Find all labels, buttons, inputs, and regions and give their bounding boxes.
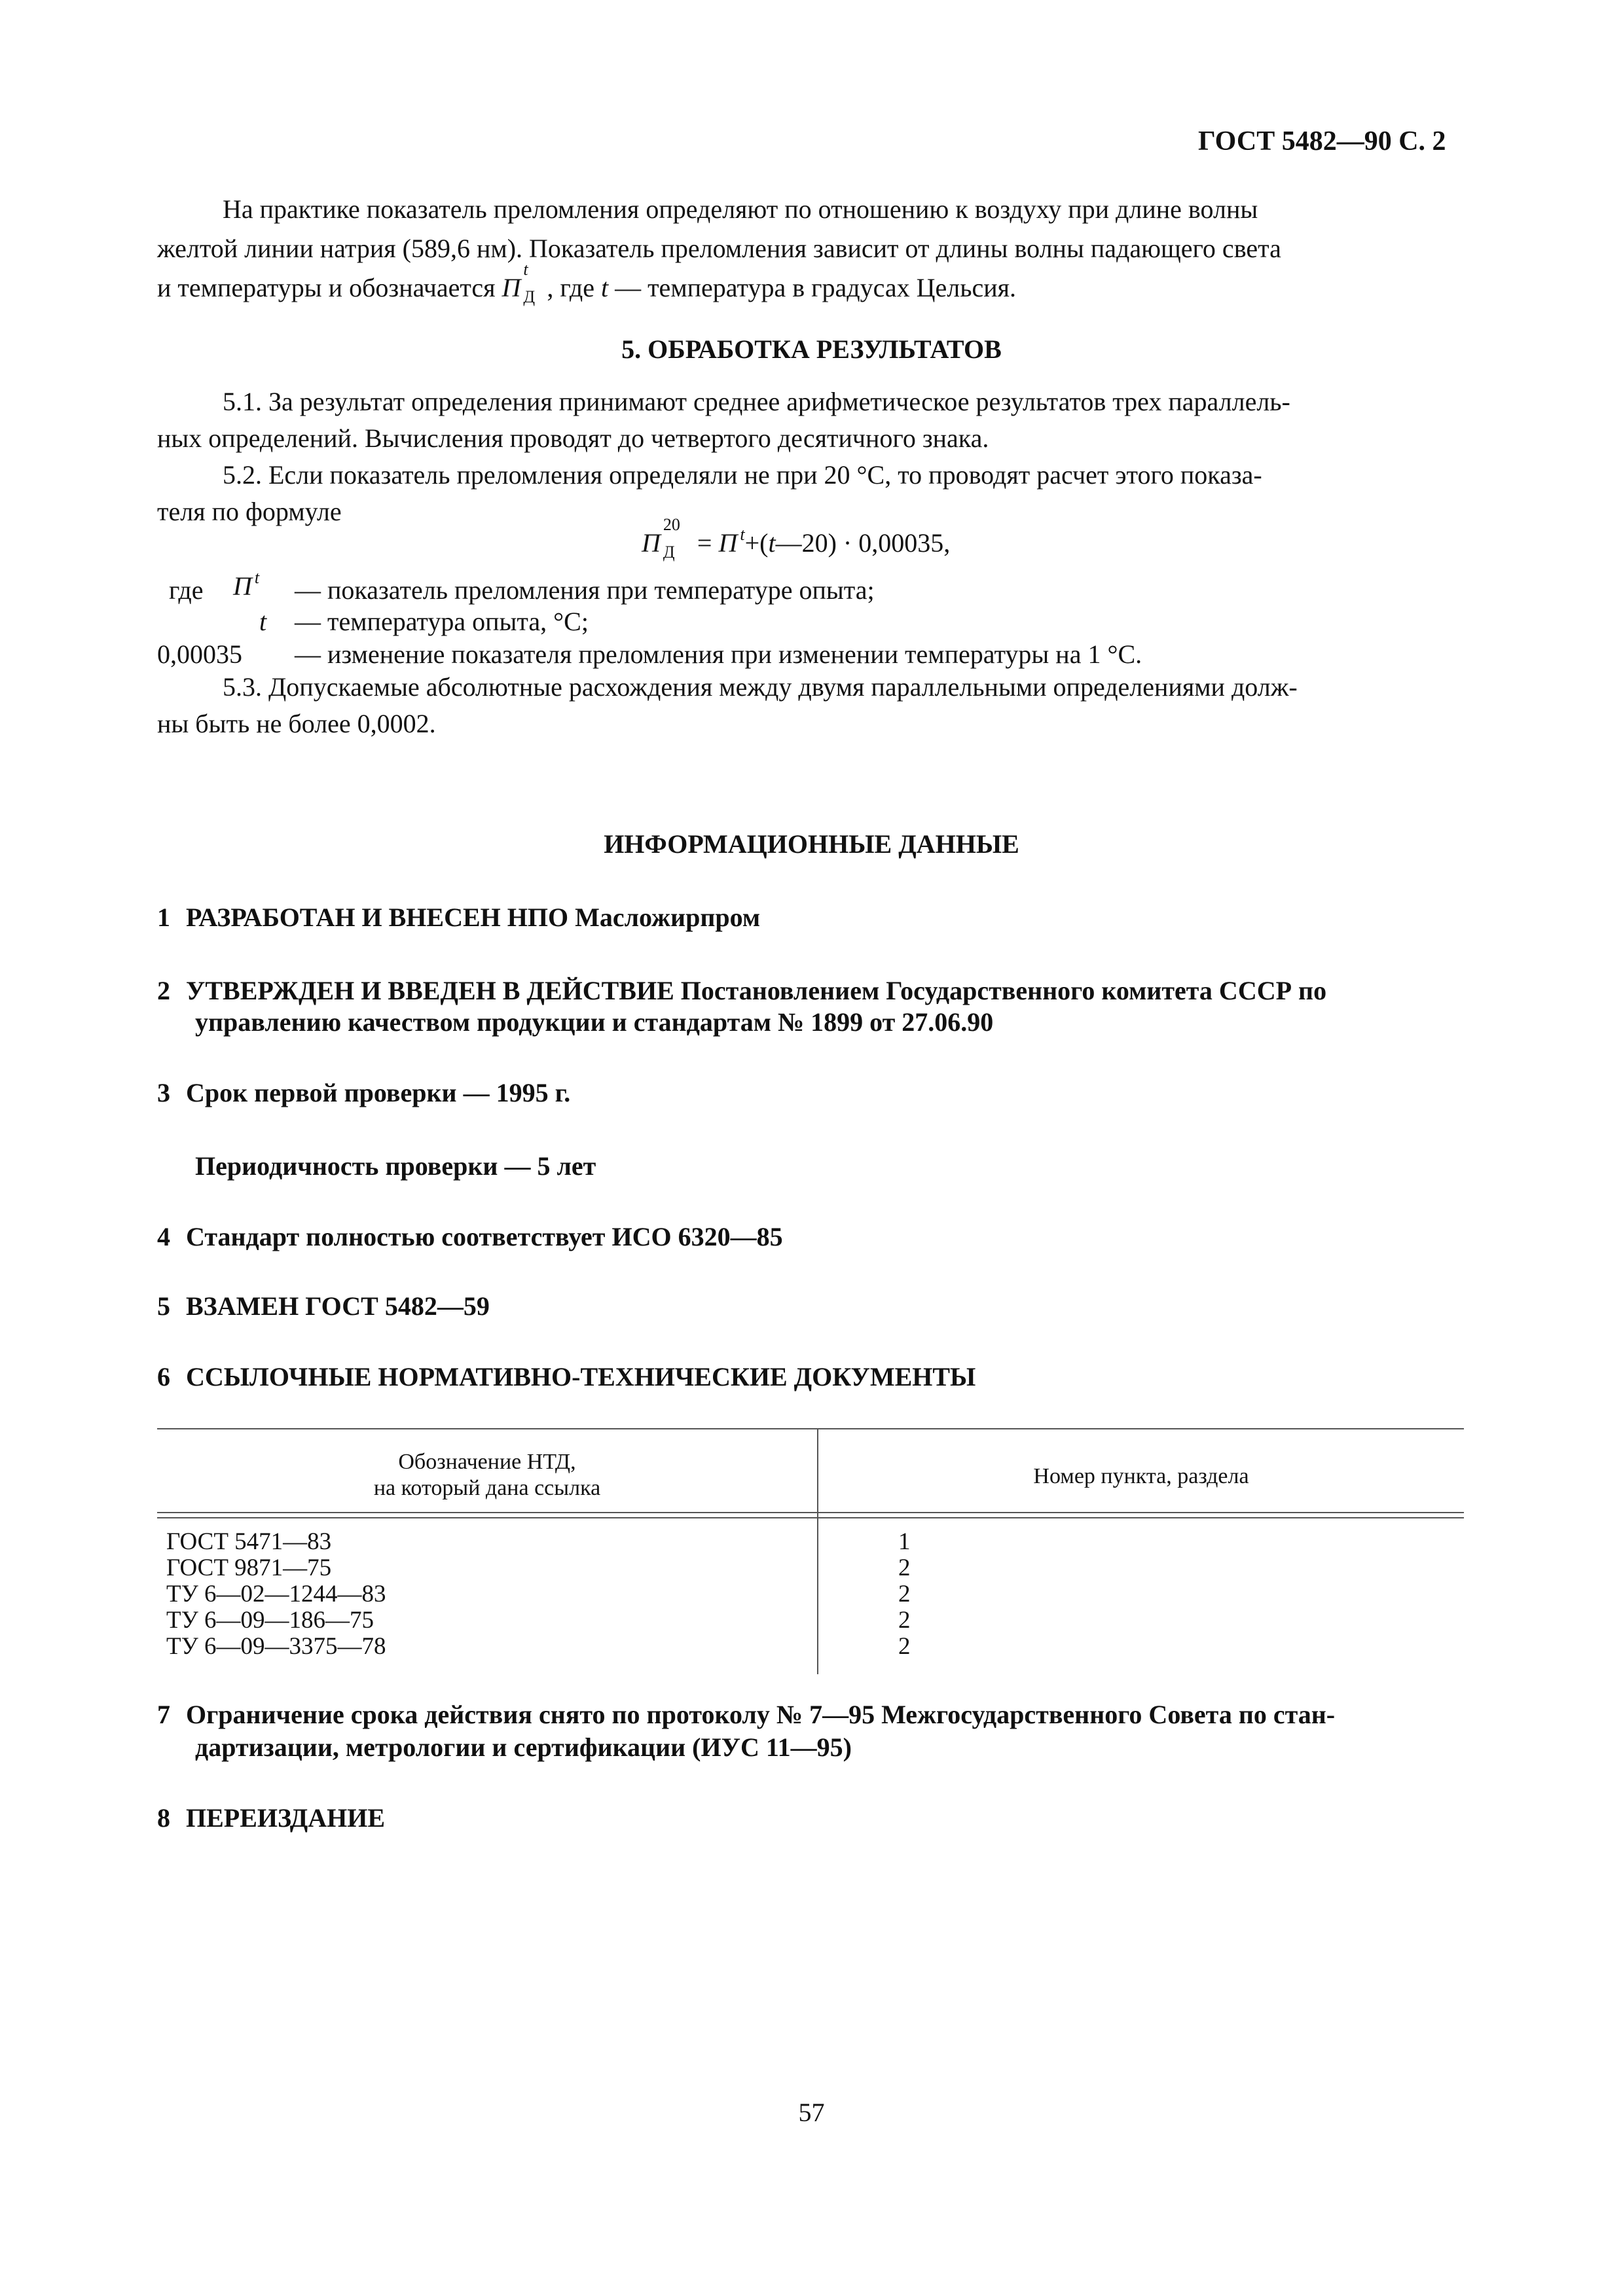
info-item-2-num: 2 [157, 976, 170, 1005]
formula-rhs-a: +( [744, 528, 769, 558]
info-title: ИНФОРМАЦИОННЫЕ ДАННЫЕ [604, 829, 1019, 859]
info-item-6-text: ССЫЛОЧНЫЕ НОРМАТИВНО-ТЕХНИЧЕСКИЕ ДОКУМЕНТЫ [186, 1362, 976, 1391]
table-header-col1-b: на который дана ссылка [373, 1476, 601, 1500]
p52-line-2: теля по формуле [157, 497, 342, 526]
table-cell-ref: 1 [898, 1528, 911, 1555]
info-item-4 [157, 1219, 1464, 1255]
t-variable: t [600, 273, 609, 302]
formula-lhs-p: П [642, 528, 661, 558]
page-number: 57 [798, 2098, 825, 2127]
info-item-8-num: 8 [157, 1803, 170, 1833]
section-5-title: 5. ОБРАБОТКА РЕЗУЛЬТАТОВ [621, 334, 1002, 364]
formula-lhs-sup: 20 [663, 515, 680, 534]
info-item-8-text: ПЕРЕИЗДАНИЕ [186, 1803, 386, 1833]
p53-line-1: 5.3. Допускаемые абсолютные расхождения между двумя параллельными определениями долж- [223, 672, 1298, 702]
intro-line-2: желтой линии натрия (589,6 нм). Показатель преломления зависит от длины волны падающего света [157, 234, 1281, 263]
def-2-symbol: t [259, 607, 267, 636]
formula-rhs-sup: t [740, 525, 745, 544]
table-top-rule [157, 1428, 1464, 1429]
table-cell-doc: ТУ 6—09—3375—78 [166, 1633, 386, 1660]
table-cell-doc: ТУ 6—02—1244—83 [166, 1581, 386, 1607]
info-item-4-num: 4 [157, 1222, 170, 1251]
info-item-1-text: РАЗРАБОТАН И ВНЕСЕН НПО Масложирпром [186, 903, 761, 932]
intro-line-3 [157, 260, 1017, 308]
def-1-sup: t [254, 568, 260, 587]
table-cell-ref: 2 [898, 1607, 911, 1634]
formula [642, 515, 951, 566]
formula-rhs-p: П [718, 528, 738, 558]
formula-eq: = [697, 528, 712, 558]
info-item-7 [157, 1696, 1464, 1733]
def-1-symbol [233, 567, 259, 609]
def-2-text: — температура опыта, °С; [295, 607, 589, 636]
formula-rhs-b: —20) · 0,00035, [775, 528, 951, 558]
table-header-rule-2 [157, 1517, 1464, 1518]
info-item-3-sub: Периодичность проверки — 5 лет [195, 1151, 596, 1181]
symbol-sup: t [523, 260, 528, 279]
where-word: где [169, 575, 204, 605]
info-item-6 [157, 1359, 1464, 1395]
table-header-rule-1 [157, 1512, 1464, 1513]
table-cell-doc: ГОСТ 5471—83 [166, 1528, 332, 1555]
info-item-4-text: Стандарт полностью соответствует ИСО 6320—85 [186, 1222, 783, 1251]
info-item-3-num: 3 [157, 1078, 170, 1107]
def-1-text: — показатель преломления при температуре опыта; [295, 575, 875, 605]
info-item-3-text: Срок первой проверки — 1995 г. [186, 1078, 571, 1107]
info-item-5-num: 5 [157, 1291, 170, 1321]
table-cell-doc: ГОСТ 9871—75 [166, 1554, 332, 1581]
info-item-7-cont: дартизации, метрологии и сертификации (ИУС 11—95) [195, 1732, 852, 1762]
info-item-5-text: ВЗАМЕН ГОСТ 5482—59 [186, 1291, 490, 1321]
def-1-p: П [233, 571, 252, 601]
def-3-text: — изменение показателя преломления при изменении температуры на 1 °С. [295, 639, 1142, 669]
formula-lhs-sub: Д [663, 543, 675, 562]
info-item-5 [157, 1288, 1464, 1325]
info-item-6-num: 6 [157, 1362, 170, 1391]
symbol-sub: Д [523, 287, 536, 306]
info-item-1 [157, 899, 1464, 936]
info-item-3 [157, 1075, 1464, 1111]
symbol-p: П [501, 273, 521, 302]
intro-line-1: На практике показатель преломления определяют по отношению к воздуху при длине волны [223, 194, 1258, 224]
symbol-scripts [520, 260, 547, 306]
p51-line-1: 5.1. За результат определения принимают среднее арифметическое результатов трех параллель- [223, 387, 1290, 416]
table-cell-ref: 2 [898, 1581, 911, 1607]
def-3-symbol: 0,00035 [157, 639, 242, 669]
info-item-2-text-a: УТВЕРЖДЕН И ВВЕДЕН В ДЕЙСТВИЕ Постановлением Государственного комитета СССР по [186, 976, 1327, 1005]
table-header-col1-a: Обозначение НТД, [398, 1450, 576, 1474]
intro-text-b: , где [547, 273, 594, 302]
info-item-2-cont: управлению качеством продукции и стандартам № 1899 от 27.06.90 [195, 1007, 994, 1037]
formula-rhs-t: t [768, 528, 776, 558]
p52-line-1: 5.2. Если показатель преломления определяли не при 20 °С, то проводят расчет этого показа- [223, 460, 1262, 490]
intro-text-c: — температура в градусах Цельсия. [615, 273, 1017, 302]
p51-line-2: ных определений. Вычисления проводят до четвертого десятичного знака. [157, 423, 989, 453]
table-cell-ref: 2 [898, 1633, 911, 1660]
info-item-8 [157, 1800, 1464, 1837]
formula-lhs-scripts [661, 515, 691, 562]
page-header-doc-ref: ГОСТ 5482—90 С. 2 [1198, 126, 1446, 156]
info-item-7-text-a: Ограничение срока действия снято по протоколу № 7—95 Межгосударственного Совета по стан- [186, 1700, 1336, 1729]
info-item-1-num: 1 [157, 903, 170, 932]
table-header-col2: Номер пункта, раздела [1033, 1464, 1249, 1488]
intro-text-a: и температуры и обозначается [157, 273, 496, 302]
table-cell-ref: 2 [898, 1554, 911, 1581]
info-item-7-num: 7 [157, 1700, 170, 1729]
table-cell-doc: ТУ 6—09—186—75 [166, 1607, 374, 1634]
p53-line-2: ны быть не более 0,0002. [157, 709, 436, 738]
